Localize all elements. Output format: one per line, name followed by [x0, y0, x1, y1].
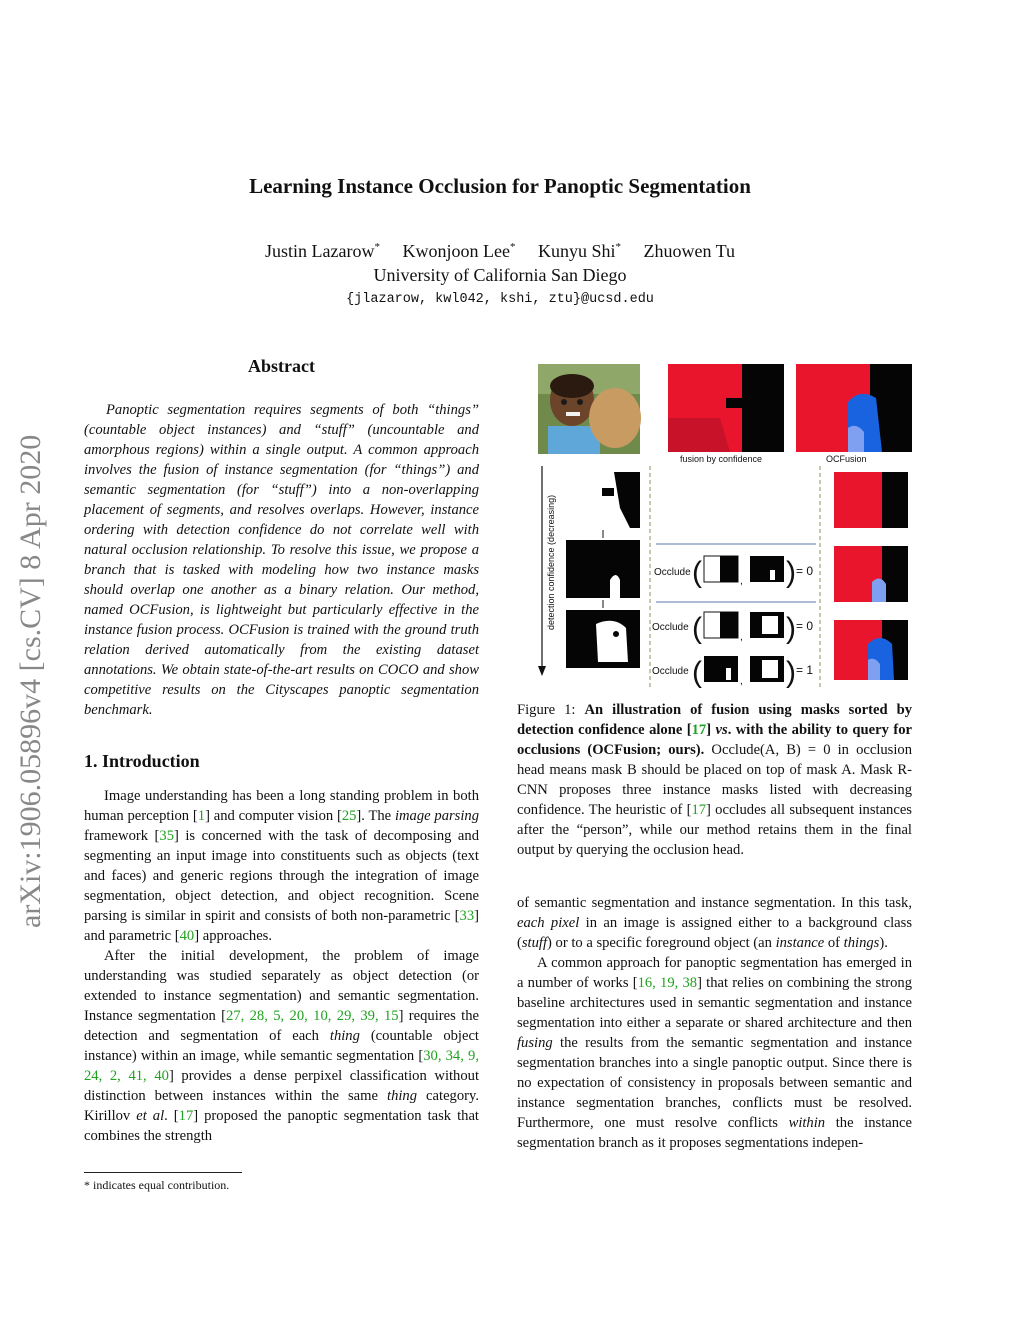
svg-text:,: ,: [740, 632, 743, 643]
right-paragraph-2: A common approach for panoptic segmentation has emerged in a number of works [16, 19, 38] that relies on combining the strong baseline architectures used in semantic segmentation and instance segmentation into either a separate or shared architecture and then fusing the results from the semantic segmentation and instance segmentation branches into a single panoptic output. Since there is no expectation of consistency in proposals between semantic and instance segmentation branches, conflicts must be resolved. Furthermore, one must resolve conflicts within the instance segmentation branch as it proposes segmentations indepen-: [517, 955, 912, 1151]
citation-link[interactable]: 1: [197, 808, 206, 824]
svg-text:Occlude: Occlude: [652, 666, 689, 677]
author-4: Zhuowen Tu: [643, 241, 735, 261]
footnote-rule: [84, 1172, 242, 1173]
svg-text:(: (: [692, 612, 702, 645]
ocfusion-step-1: [834, 472, 908, 528]
occlude-query-2: [652, 612, 813, 645]
citation-link[interactable]: 35: [159, 828, 174, 844]
ocfusion-step-2: [834, 546, 908, 602]
citation-link[interactable]: 25: [341, 808, 357, 824]
svg-text:,: ,: [740, 576, 743, 587]
svg-text:= 0: = 0: [796, 619, 814, 633]
figure-1: [530, 358, 918, 696]
arxiv-stamp: [10, 360, 50, 930]
mask-1: [566, 472, 640, 528]
arxiv-id: arXiv:1906.05896v4 [cs.CV] 8 Apr 2020: [14, 434, 47, 928]
ocfusion-label: OCFusion: [826, 454, 867, 464]
citation-link[interactable]: 17: [691, 802, 707, 818]
right-column-body: [517, 893, 912, 1153]
mask-2: [566, 540, 640, 598]
citation-link[interactable]: 33: [459, 908, 475, 924]
confidence-axis-label: detection confidence (decreasing): [546, 494, 556, 630]
svg-text:): ): [786, 612, 796, 645]
footnote: * indicates equal contribution.: [84, 1178, 230, 1192]
paper-title: Learning Instance Occlusion for Panoptic Segmentation: [249, 174, 751, 198]
author-2: Kwonjoon Lee*: [402, 241, 516, 261]
input-photo: [538, 364, 641, 454]
fusion-by-confidence-output: [668, 364, 784, 452]
author-emails: {jlazarow, kwl042, kshi, ztu}@ucsd.edu: [346, 292, 654, 307]
svg-text:): ): [786, 656, 796, 689]
ocfusion-step-3: [834, 620, 908, 680]
citation-link[interactable]: 16, 19, 38: [637, 975, 698, 991]
occlude-query-1: [654, 556, 813, 589]
author-list: [0, 241, 1000, 262]
abstract-heading: Abstract: [248, 356, 315, 376]
svg-text:(: (: [692, 556, 702, 589]
mask-3: [566, 610, 640, 668]
author-1: Justin Lazarow*: [265, 241, 380, 261]
citation-link[interactable]: 27, 28, 5, 20, 10, 29, 39, 15: [226, 1008, 399, 1024]
intro-body: [84, 786, 479, 1146]
figure-caption: Figure 1: An illustration of fusion using masks sorted by detection confidence alone [17] vs. with the ability to query for occlusions (OCFusion; ours). Occlude(A, B) = 0 in occlusion head means mask B should be placed on top of mask A. Mask R-CNN proposes three instance masks listed with decreasing confidence. The heuristic of [17] occludes all subsequent instances after the “person”, while our method retains them in the final output by querying the occlusion head.: [517, 702, 912, 858]
right-paragraph-1: of semantic segmentation and instance segmentation. In this task, each pixel in an image is assigned either to a background class (stuff) or to a specific foreground object (an instance of things).: [517, 895, 912, 951]
svg-text:= 0: = 0: [796, 564, 814, 578]
svg-text:(: (: [692, 656, 702, 689]
ocfusion-output: [796, 364, 912, 452]
citation-link[interactable]: 40: [179, 928, 195, 944]
affiliation: University of California San Diego: [373, 265, 627, 285]
citation-link[interactable]: 17: [691, 722, 707, 738]
citation-link[interactable]: 17: [178, 1108, 194, 1124]
confidence-axis: [538, 466, 556, 676]
author-3: Kunyu Shi*: [537, 241, 621, 261]
svg-text:Occlude: Occlude: [654, 567, 691, 578]
citation-link[interactable]: 30, 34, 9, 24, 2, 41, 40: [84, 1048, 479, 1084]
intro-heading: 1. Introduction: [84, 751, 200, 771]
svg-text:): ): [786, 556, 796, 589]
svg-text:= 1: = 1: [796, 663, 814, 677]
occlude-query-3: [652, 656, 813, 689]
intro-paragraph-1: Image understanding has been a long standing problem in both human perception [1] and computer vision [25]. The image parsing framework [35] is concerned with the task of decomposing and segmenting an input image into constituents such as objects (text and faces) and generic regions through the integration of image segmentation, object detection, and object recognition. Scene parsing is similar in spirit and consists of both non-parametric [33] and parametric [40] approaches.: [84, 788, 480, 944]
abstract-text: Panoptic segmentation requires segments of both “things” (countable object instances) and “stuff” (uncountable and amorphous regions) within a single output. A common approach involves the fusion of instance segmentation (for “things”) and semantic segmentation (for “stuff”) into a non-overlapping placement of segments, and resolves overlaps. However, instance ordering with detection confidence do not correlate well with natural occlusion relationship. To resolve this issue, we propose a branch that is tasked with modeling how two instance masks should overlap one another as a binary relation. Our method, named OCFusion, is lightweight but particularly effective in the instance fusion process. OCFusion is trained with the ground truth relation derived automatically from the existing dataset annotations. We obtain state-of-the-art results on COCO and show competitive results on the Cityscapes panoptic segmentation benchmark.: [84, 402, 479, 718]
svg-text:Occlude: Occlude: [652, 622, 689, 633]
intro-paragraph-2: After the initial development, the problem of image understanding was studied separately as object detection (or extended to instance segmentation) and semantic segmentation. Instance segmentation [27, 28, 5, 20, 10, 29, 39, 15] requires the detection and segmentation of each thing (countable object instance) within an image, while semantic segmentation [30, 34, 9, 24, 2, 41, 40] provides a dense perpixel classification without distinction between instances within the same thing category. Kirillov et al. [17] proposed the panoptic segmentation task that combines the strength: [84, 948, 479, 1144]
svg-text:,: ,: [740, 676, 743, 687]
fusion-by-confidence-label: fusion by confidence: [680, 454, 763, 464]
